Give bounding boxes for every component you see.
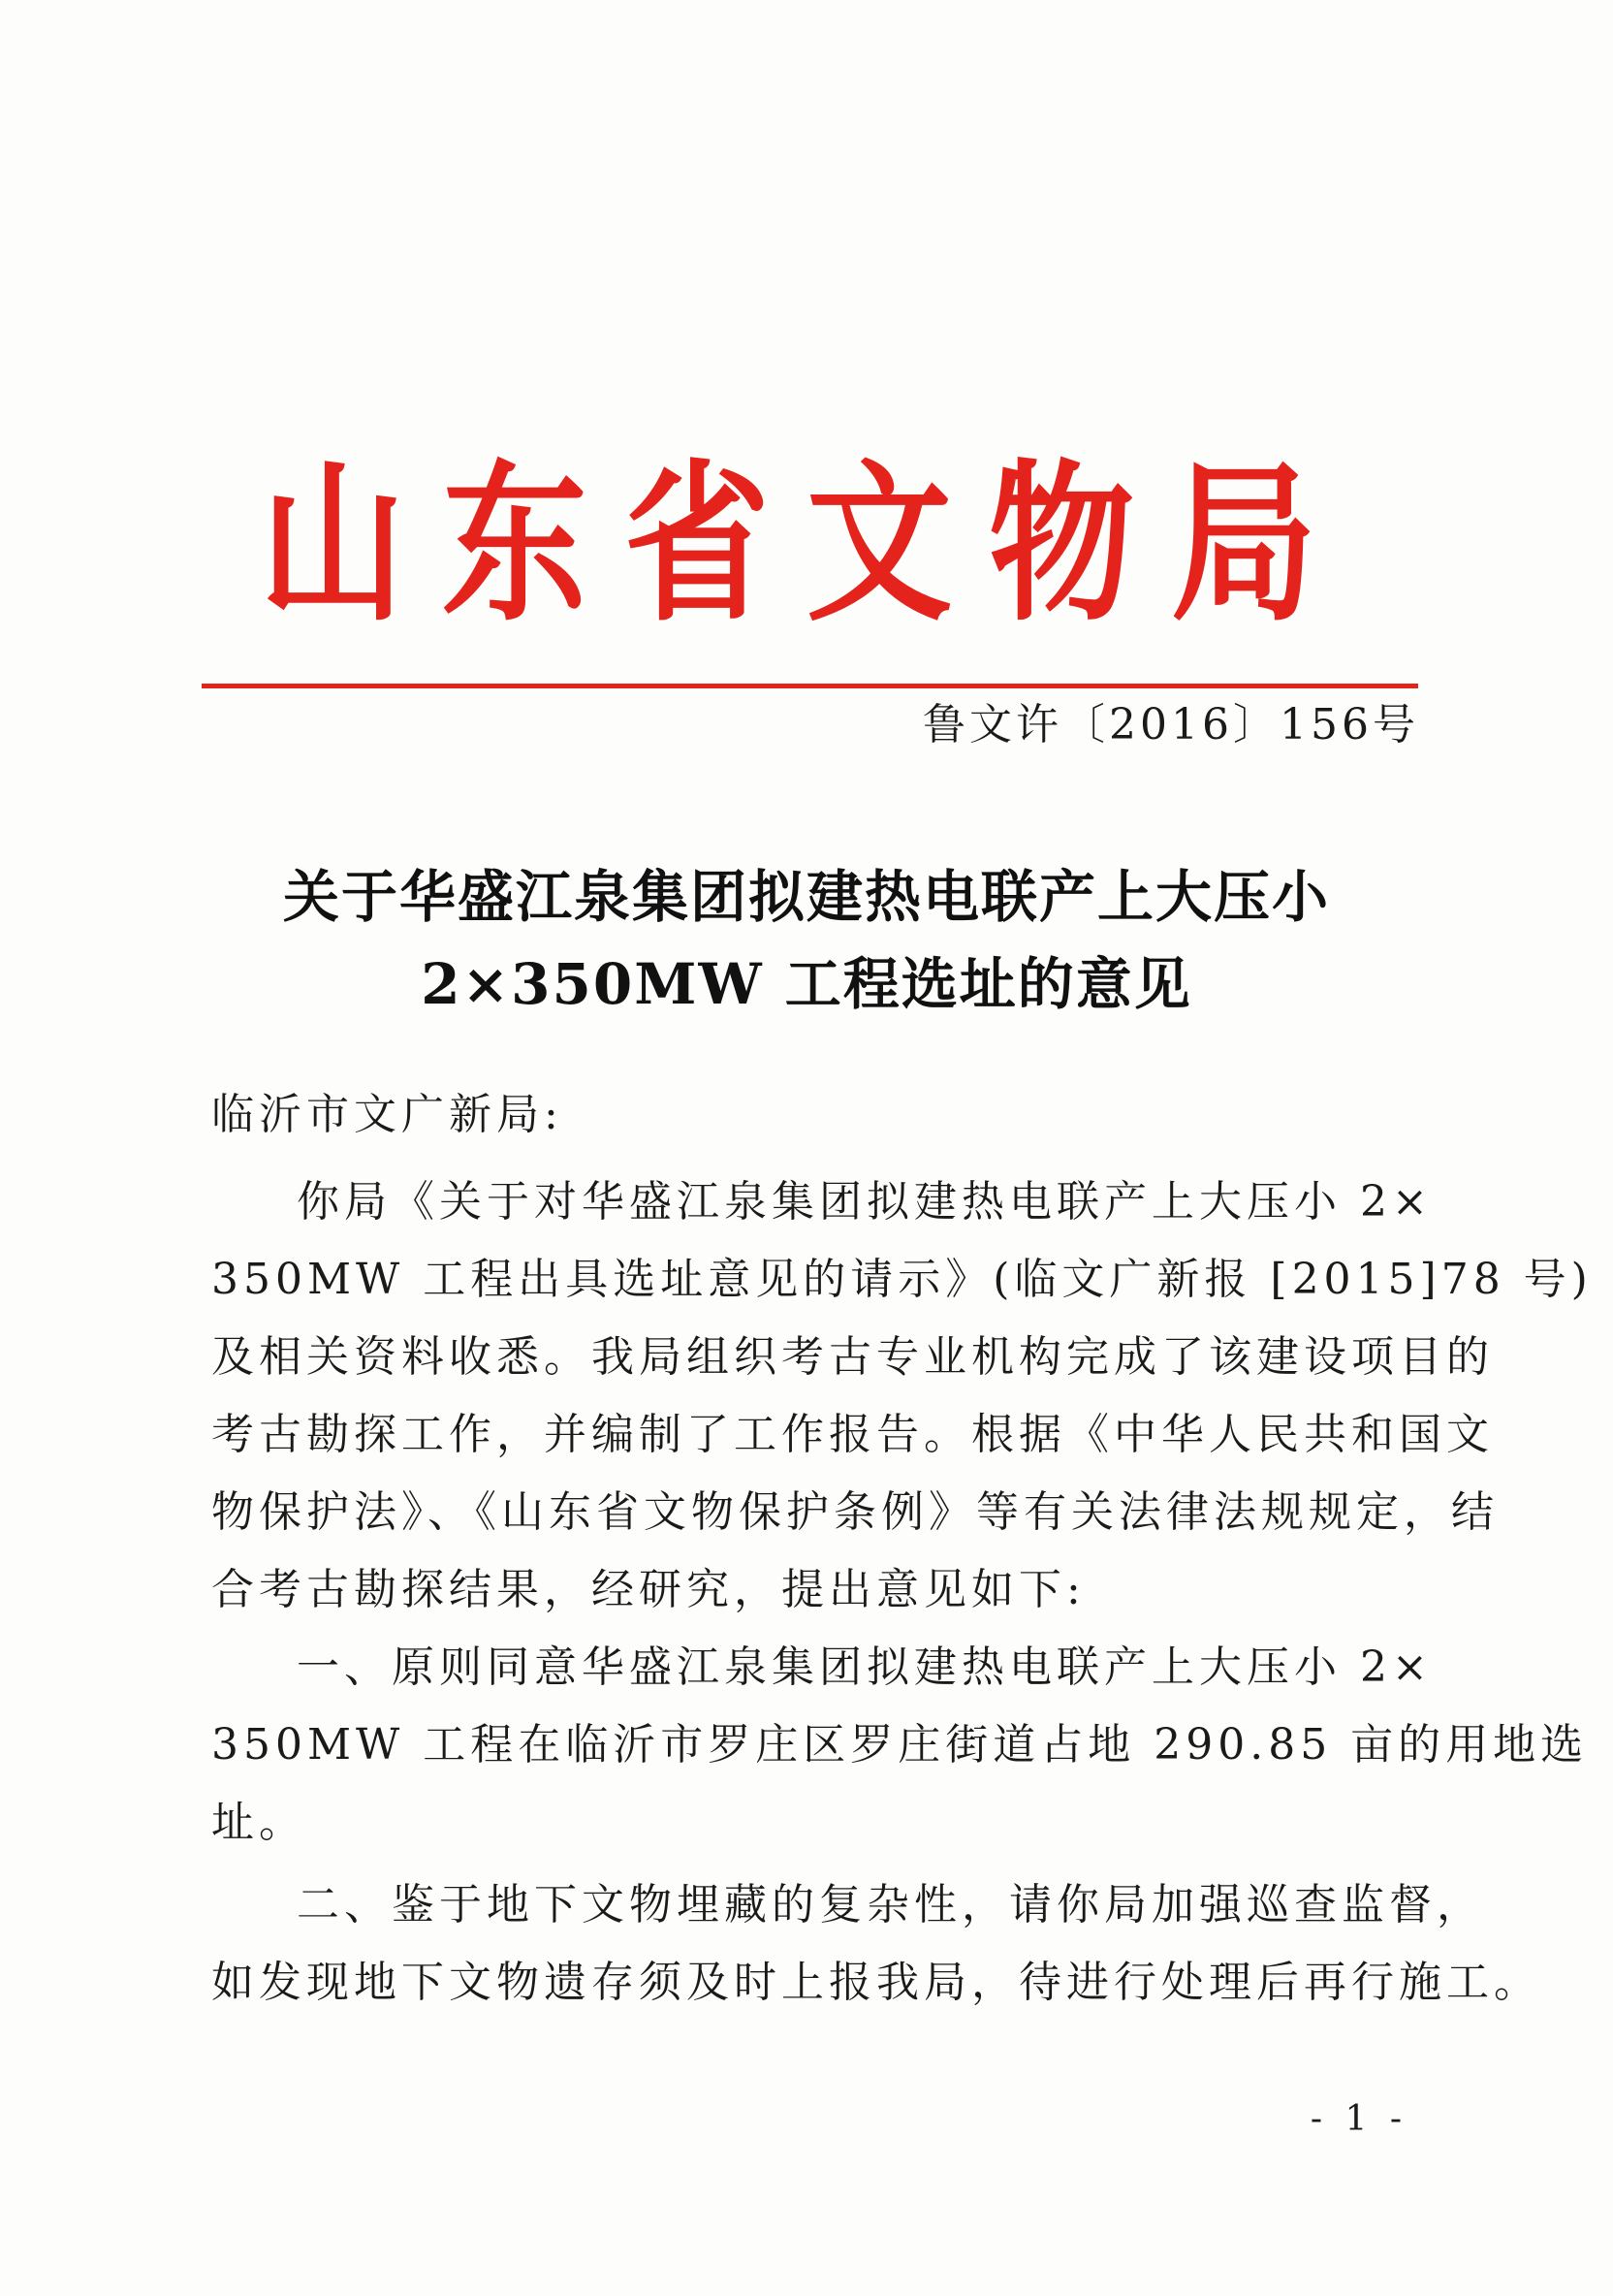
body-line: 考古勘探工作，并编制了工作报告。根据《中华人民共和国文 <box>211 1410 1494 1459</box>
letterhead-org-name: 山东省文物局 <box>259 443 1353 646</box>
body-line: 如发现地下文物遗存须及时上报我局，待进行处理后再行施工。 <box>211 1958 1541 2007</box>
document-title-line-2: 2×350MW 工程选址的意见 <box>421 951 1192 1017</box>
page-number: - 1 - <box>1310 2099 1407 2139</box>
body-line: 物保护法》、《山东省文物保护条例》等有关法律法规规定，结 <box>211 1487 1499 1537</box>
body-line: 你局《关于对华盛江泉集团拟建热电联产上大压小 2× <box>297 1177 1433 1227</box>
body-line: 及相关资料收悉。我局组织考古专业机构完成了该建设项目的 <box>211 1332 1494 1382</box>
body-line: 350MW 工程出具选址意见的请示》(临文广新报 [2015]78 号) <box>211 1255 1593 1304</box>
letterhead-red-rule <box>202 684 1418 688</box>
body-line: 二、鉴于地下文物埋藏的复杂性，请你局加强巡查监督， <box>297 1880 1484 1929</box>
body-line: 合考古勘探结果，经研究，提出意见如下: <box>211 1565 1086 1614</box>
body-line: 址。 <box>211 1798 306 1847</box>
body-line: 一、原则同意华盛江泉集团拟建热电联产上大压小 2× <box>297 1642 1433 1692</box>
salutation: 临沂市文广新局: <box>211 1090 563 1139</box>
body-line: 350MW 工程在临沂市罗庄区罗庄街道占地 290.85 亩的用地选 <box>211 1720 1589 1770</box>
document-title-line-1: 关于华盛江泉集团拟建热电联产上大压小 <box>282 864 1330 930</box>
document-number: 鲁文许〔2016〕156号 <box>923 700 1419 749</box>
